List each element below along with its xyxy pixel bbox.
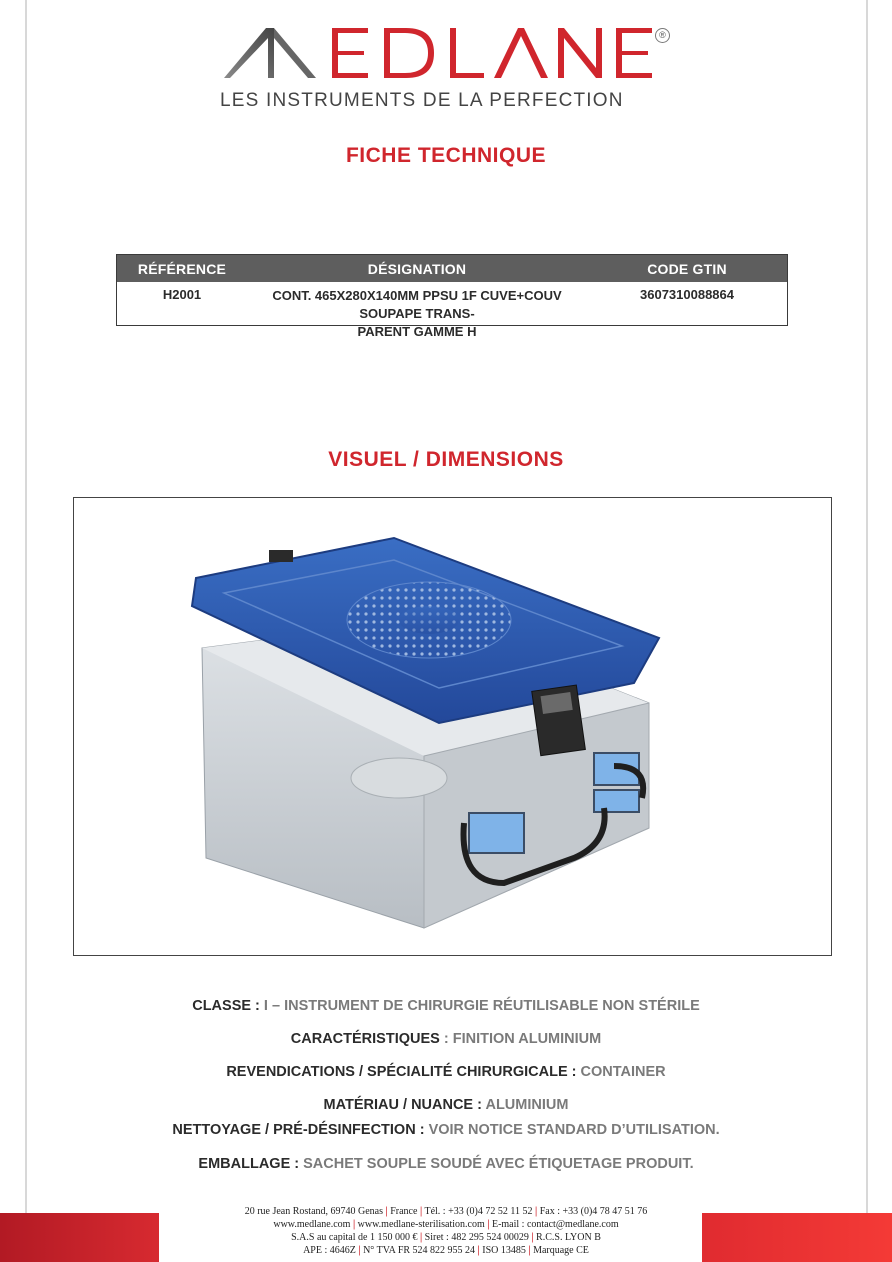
footer-marquage: Marquage CE: [533, 1245, 589, 1256]
footer-website-sterilisation[interactable]: www.medlane-sterilisation.com: [357, 1219, 485, 1230]
footer-rcs: R.C.S. LYON B: [536, 1232, 601, 1243]
footer-address: 20 rue Jean Rostand, 69740 Genas | France | Tél. : +33 (0)4 72 52 11 52 | Fax : +33 (0)4 78 47 51 76: [244, 1206, 648, 1217]
header-reference: RÉFÉRENCE: [137, 260, 227, 277]
footer-website[interactable]: www.medlane.com: [273, 1219, 351, 1230]
spec-revendications-label: REVENDICATIONS / SPÉCIALITÉ CHIRURGICALE :: [226, 1064, 581, 1080]
page-title: FICHE TECHNIQUE: [345, 144, 546, 167]
spec-caracteristiques-label: CARACTÉRISTIQUES: [290, 1031, 440, 1047]
footer-company: S.A.S au capital de 1 150 000 € | Siret : 482 295 524 00029 | R.C.S. LYON B: [291, 1232, 601, 1243]
spec-materiau: [0, 1097, 892, 1113]
spec-emballage: [0, 1156, 892, 1172]
footer-country: France: [390, 1206, 418, 1217]
spec-revendications: [0, 1064, 892, 1080]
footer-web: www.medlane.com | www.medlane-sterilisation.com | E-mail : contact@medlane.com: [273, 1219, 619, 1230]
footer-phone: Tél. : +33 (0)4 72 52 11 52: [424, 1206, 533, 1217]
footer-capital: S.A.S au capital de 1 150 000 €: [291, 1232, 418, 1243]
footer-fax: Fax : +33 (0)4 78 47 51 76: [539, 1206, 648, 1217]
container-illustration: [74, 498, 831, 955]
spec-materiau-value: ALUMINIUM: [485, 1097, 569, 1113]
table-header-row: [117, 255, 787, 282]
spec-caracteristiques: [0, 1031, 892, 1047]
brand-tagline: LES INSTRUMENTS DE LA PERFECTION: [220, 90, 624, 111]
spec-emballage-label: EMBALLAGE :: [198, 1156, 304, 1172]
spec-materiau-label: MATÉRIAU / NUANCE :: [323, 1097, 486, 1113]
footer-red-bar-right: [702, 1213, 892, 1262]
table-row: [117, 282, 787, 341]
footer-tva: N° TVA FR 524 822 955 24: [363, 1245, 476, 1256]
header-gtin: CODE GTIN: [647, 260, 727, 277]
spec-classe-value: I – INSTRUMENT DE CHIRURGIE RÉUTILISABLE NON STÉRILE: [263, 998, 700, 1014]
footer-siret: Siret : 482 295 524 00029: [424, 1232, 529, 1243]
reference-table: [116, 254, 788, 339]
footer-red-bar-left: [0, 1213, 159, 1262]
visual-title: VISUEL / DIMENSIONS: [328, 448, 564, 471]
cell-gtin: 3607310088864: [640, 287, 734, 302]
designation-line-2: PARENT GAMME H: [357, 324, 477, 339]
spec-caracteristiques-value: : FINITION ALUMINIUM: [439, 1031, 602, 1047]
footer-legal: APE : 4646Z | N° TVA FR 524 822 955 24 | ISO 13485 | Marquage CE: [303, 1245, 589, 1256]
spec-nettoyage-value: VOIR NOTICE STANDARD D’UTILISATION.: [428, 1122, 720, 1138]
footer-address-text: 20 rue Jean Rostand, 69740 Genas: [244, 1206, 384, 1217]
product-visual-frame: [73, 497, 832, 956]
designation-line-1: CONT. 465X280X140MM PPSU 1F CUVE+COUV SOUPAPE TRANS-: [272, 288, 562, 321]
spec-classe-label: CLASSE :: [192, 998, 264, 1014]
registered-mark: ®: [655, 28, 670, 43]
spec-emballage-value: SACHET SOUPLE SOUDÉ AVEC ÉTIQUETAGE PRODUIT.: [303, 1156, 694, 1172]
footer-ape: APE : 4646Z: [303, 1245, 356, 1256]
spec-nettoyage-label: NETTOYAGE / PRÉ-DÉSINFECTION :: [172, 1122, 429, 1138]
spec-classe: [0, 998, 892, 1014]
spec-revendications-value: CONTAINER: [580, 1064, 666, 1080]
cell-reference: H2001: [162, 287, 202, 302]
header-designation: DÉSIGNATION: [367, 260, 467, 277]
footer-iso: ISO 13485: [482, 1245, 526, 1256]
spec-nettoyage: [0, 1122, 892, 1138]
footer-email[interactable]: E-mail : contact@medlane.com: [491, 1219, 619, 1230]
cell-designation: [247, 287, 587, 341]
